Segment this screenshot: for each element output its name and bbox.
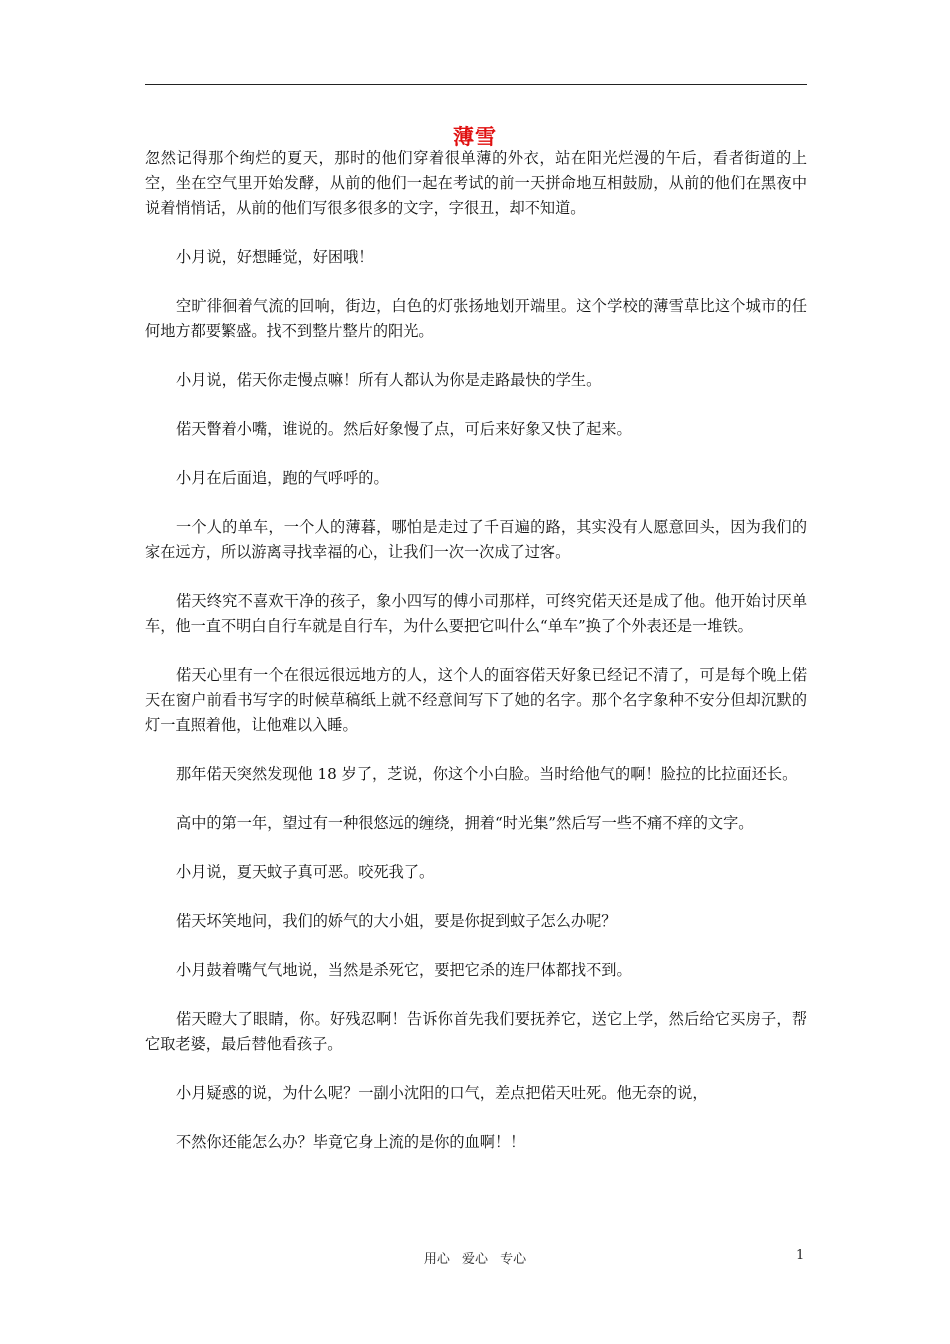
paragraph: 偌天心里有一个在很远很远地方的人，这个人的面容偌天好象已经记不清了，可是每个晚上偌天在窗户前看书写字的时候草稿纸上就不经意间写下了她的名字。那个名字象种不安分但却沉默的灯一直照着他，让他难以入睡。	[145, 666, 807, 734]
paragraph: 小月在后面追，跑的气呼呼的。	[176, 469, 389, 487]
footer-motto: 用心 爱心 专心	[423, 1252, 527, 1267]
article-title: 薄雪	[453, 125, 497, 149]
article-body	[145, 146, 807, 1179]
paragraph: 高中的第一年，望过有一种很悠远的缠绕，拥着“时光集”然后写一些不痛不痒的文字。	[176, 814, 754, 832]
paragraph: 小月说，夏天蚊子真可恶。咬死我了。	[176, 863, 435, 881]
paragraph: 偌天瞪大了眼睛，你。好残忍啊！告诉你首先我们要抚养它，送它上学，然后给它买房子，帮它取老婆，最后替他看孩子。	[145, 1010, 807, 1053]
paragraph: 偌天坏笑地问，我们的娇气的大小姐，要是你捉到蚊子怎么办呢？	[176, 912, 617, 930]
paragraph: 小月说，好想睡觉，好困哦！	[176, 248, 374, 266]
paragraph: 偌天瞥着小嘴，谁说的。然后好象慢了点，可后来好象又快了起来。	[176, 420, 632, 438]
paragraph: 不然你还能怎么办？毕竟它身上流的是你的血啊！！	[176, 1133, 526, 1151]
paragraph: 一个人的单车，一个人的薄暮，哪怕是走过了千百遍的路，其实没有人愿意回头，因为我们的家在远方，所以游离寻找幸福的心，让我们一次一次成了过客。	[145, 518, 807, 561]
paragraph: 偌天终究不喜欢干净的孩子，象小四写的傅小司那样，可终究偌天还是成了他。他开始讨厌单车，他一直不明白自行车就是自行车，为什么要把它叫什么“单车”换了个外表还是一堆铁。	[145, 592, 807, 635]
header-rule	[145, 84, 807, 85]
paragraph: 忽然记得那个绚烂的夏天，那时的他们穿着很单薄的外衣，站在阳光烂漫的午后，看者街道的上空，坐在空气里开始发酵，从前的他们一起在考试的前一天拼命地互相鼓励，从前的他们在黑夜中说着悄悄话，从前的他们写很多很多的文字，字很丑，却不知道。	[145, 149, 807, 217]
paragraph: 小月说，偌天你走慢点嘛！所有人都认为你是走路最快的学生。	[176, 371, 602, 389]
paragraph: 小月疑惑的说，为什么呢？一副小沈阳的口气，差点把偌天吐死。他无奈的说，	[176, 1084, 708, 1102]
page-number: 1	[796, 1248, 805, 1263]
paragraph: 那年偌天突然发现他 18 岁了，芝说，你这个小白脸。当时给他气的啊！脸拉的比拉面还长。	[176, 765, 798, 783]
paragraph: 空旷徘徊着气流的回响，街边，白色的灯张扬地划开端里。这个学校的薄雪草比这个城市的任何地方都要繁盛。找不到整片整片的阳光。	[145, 297, 807, 340]
paragraph: 小月鼓着嘴气气地说，当然是杀死它，要把它杀的连尸体都找不到。	[176, 961, 632, 979]
